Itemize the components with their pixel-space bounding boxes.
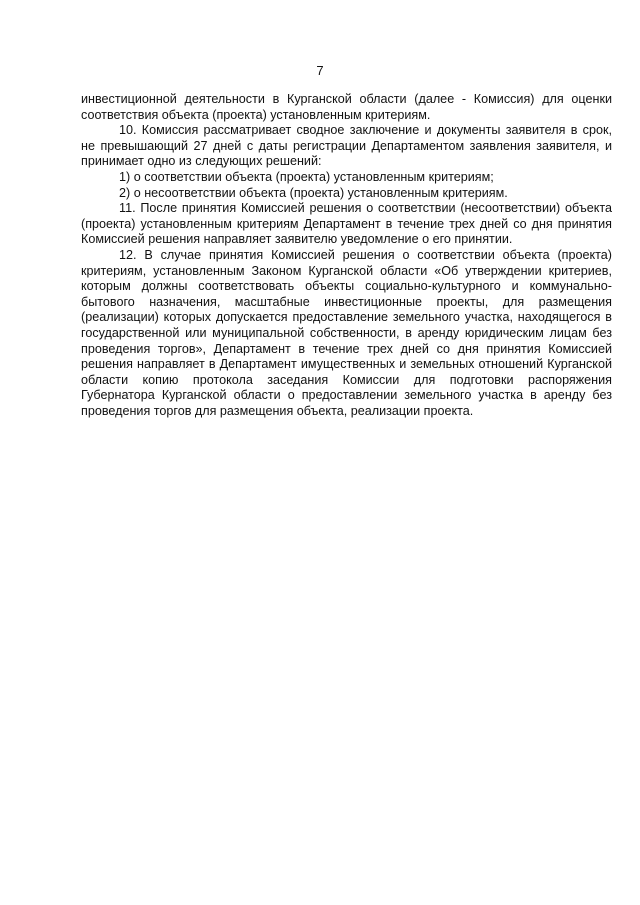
paragraph-subitem-2: 2) о несоответствии объекта (проекта) установленным критериям. [119,185,508,200]
paragraph-item-12: 12. В случае принятия Комиссией решения о соответствии объекта (проекта) критериям, установленным Законом Курганской области «Об утверждении критериев, которым должны соответствовать объекты социально-культурного и коммунально-бытового назначения, масштабные инвестиционные проекты, для размещения (реализации) которых допускается предоставление земельного участка, находящегося в государственной или муниципальной собственности, в аренду юридическим лицам без проведения торгов», Департамент в течение трех дней со дня принятия Комиссией решения направляет в Департамент имущественных и земельных отношений Курганской области копию протокола заседания Комиссии для подготовки распоряжения Губернатора Курганской области о предоставлении земельного участка в аренду без проведения торгов для размещения объекта, реализации проекта. [81,247,612,418]
paragraph-item-10: 10. Комиссия рассматривает сводное заключение и документы заявителя в срок, не превышающий 27 дней с даты регистрации Департаментом заявления заявителя, и принимает одно из следующих решений: [81,123,612,169]
document-body [81,92,612,419]
page-number: 7 [316,63,324,78]
paragraph-continuation: инвестиционной деятельности в Курганской области (далее - Комиссия) для оценки соответствия объекта (проекта) установленным критериям. [81,92,612,122]
paragraph-subitem-1: 1) о соответствии объекта (проекта) установленным критериям; [119,169,494,184]
paragraph-item-11: 11. После принятия Комиссией решения о соответствии (несоответствии) объекта (проекта) установленным критериям Департамент в течение трех дней со дня принятия Комиссией решения направляет заявителю уведомление о его принятии. [81,201,612,247]
